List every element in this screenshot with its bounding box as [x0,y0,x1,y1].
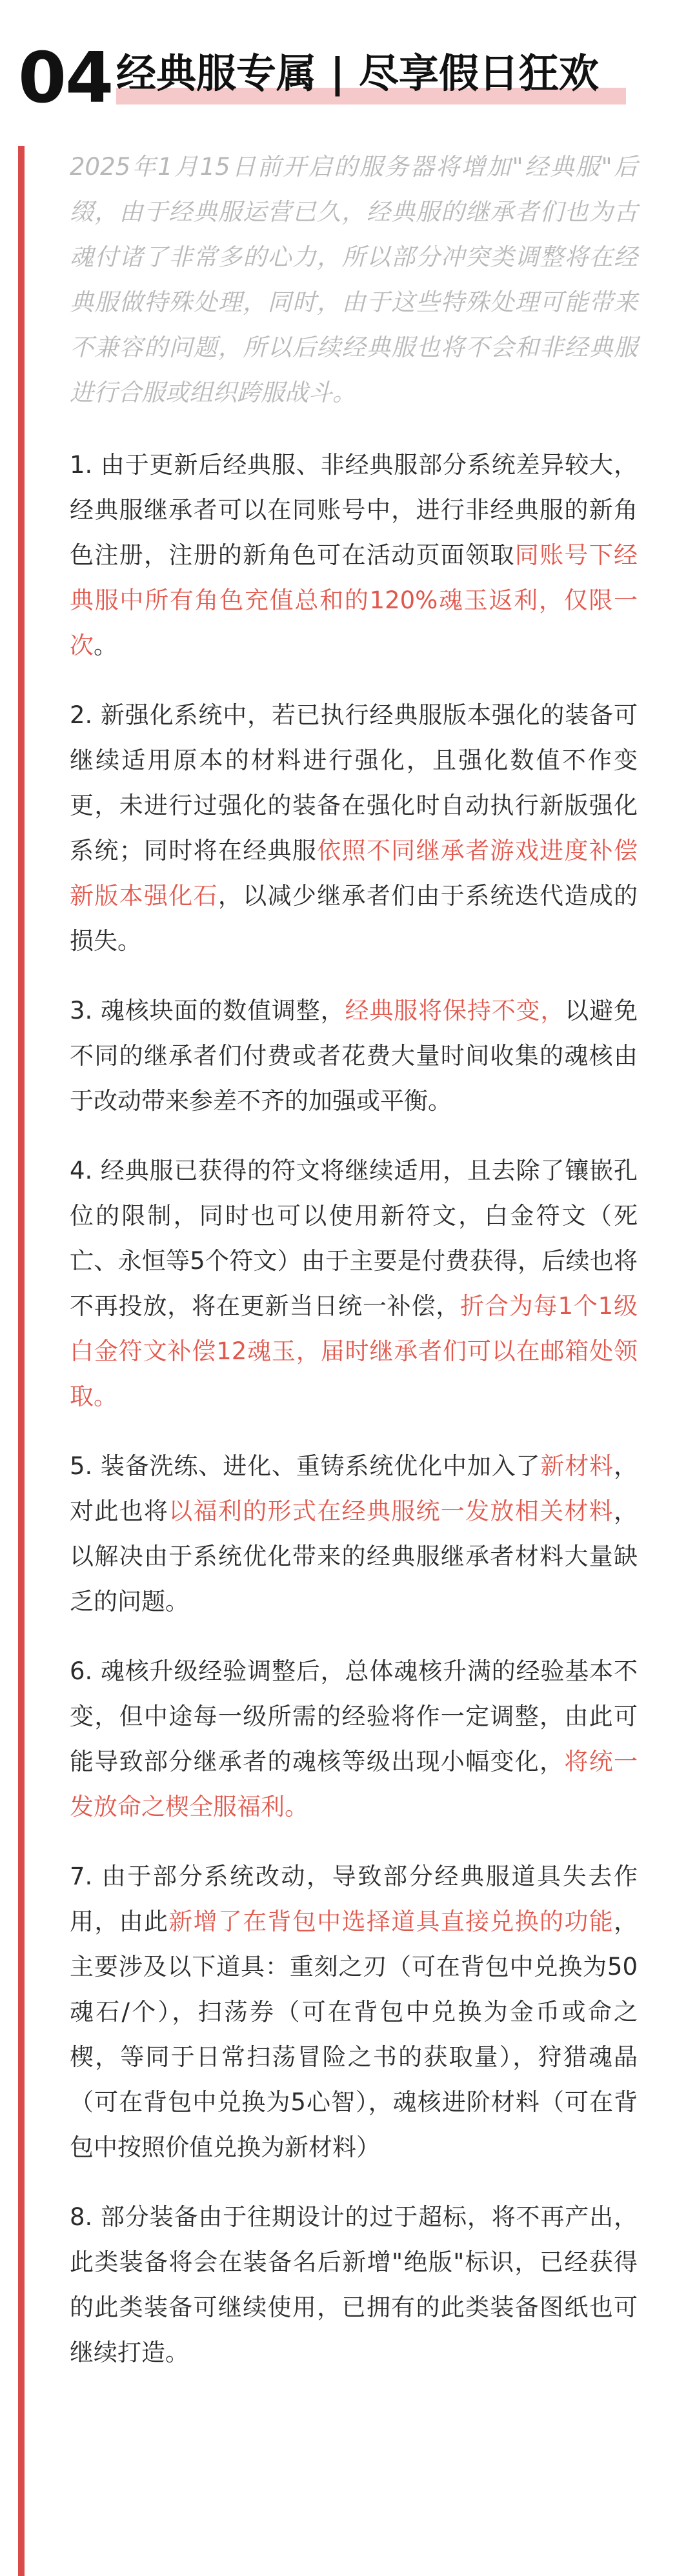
item-text: 4. 经典服已获得的符文将继续适用，且去除了镶嵌孔位的限制，同时也可以使用新符文，白金符文（死亡、永恒等5个符文）由于主要是付费获得，后续也将不再投放，将在更新当日统一补偿， [70,1157,638,1320]
item-text: 2. 新强化系统中，若已执行经典服版本强化的装备可继续适用原本的材料进行强化，且强化数值不作变更，未进行过强化的装备在强化时自动执行新版强化系统；同时将在经典服 [70,701,638,864]
item-highlight: 同账号下经典服中所有角色充值总和的120%魂玉返利，仅限一次 [70,541,638,659]
item-text-tail: ，以减少继承者们由于系统迭代造成的损失。 [70,882,638,955]
list-item-1 [70,443,638,668]
section-number: 04 [18,38,113,119]
article-body [70,145,638,2400]
list-item-7 [70,1854,638,2170]
item-highlight: 新增了在背包中选择道具直接兑换的功能 [168,1908,614,1935]
item-highlight: 将统一发放命之楔全服福利。 [70,1748,638,1821]
item-highlight: 新材料 [540,1452,614,1480]
item-text: 8. 部分装备由于往期设计的过于超标，将不再产出，此类装备将会在装备名后新增"绝版"标识，已经获得的此类装备可继续使用，已拥有的此类装备图纸也可继续打造。 [70,2203,638,2366]
item-highlight: 经典服将保持不变， [345,997,565,1024]
item-highlight: 依照不同继承者游戏进度补偿新版本强化石 [70,837,638,910]
item-text-mid: ，对此也将 [70,1452,638,1525]
item-text-tail: ，主要涉及以下道具：重刻之刃（可在背包中兑换为50魂石/个），扫荡券（可在背包中兑换为金币或命之楔，等同于日常扫荡冒险之书的获取量），狩猎魂晶（可在背包中兑换为5心智），魂核进阶材料（可在背包中按照价值兑换为新材料） [70,1908,638,2161]
list-item-5 [70,1444,638,1624]
list-item-2 [70,693,638,964]
item-text: 6. 魂核升级经验调整后，总体魂核升满的经验基本不变，但中途每一级所需的经验将作一定调整，由此可能导致部分继承者的魂核等级出现小幅变化， [70,1657,638,1775]
list-item-4 [70,1148,638,1419]
item-text: 3. 魂核块面的数值调整， [70,997,345,1024]
item-highlight: 折合为每1个1级白金符文补偿12魂玉，届时继承者们可以在邮箱处领取。 [70,1292,638,1410]
list-item-3 [70,988,638,1124]
item-text: 5. 装备洗练、进化、重铸系统优化中加入了 [70,1452,541,1480]
list-item-8 [70,2195,638,2375]
item-text: 7. 由于部分系统改动，导致部分经典服道具失去作用，由此 [70,1862,638,1935]
section-title: 经典服专属 | 尽享假日狂欢 [116,50,599,97]
item-text: 1. 由于更新后经典服、非经典服部分系统差异较大，经典服继承者可以在同账号中，进行非经典服的新角色注册，注册的新角色可在活动页面领取 [70,451,638,569]
item-highlight-2: 以福利的形式在经典服统一发放相关材料 [168,1497,614,1525]
intro-paragraph: 2025年1月15日前开启的服务器将增加"经典服"后缀，由于经典服运营已久，经典服的继承者们也为古魂付诸了非常多的心力，所以部分冲突类调整将在经典服做特殊处理，同时，由于这些特殊处理可能带来不兼容的问题，所以后续经典服也将不会和非经典服进行合服或组织跨服战斗。 [70,153,638,406]
item-text-tail: 以避免不同的继承者们付费或者花费大量时间收集的魂核由于改动带来参差不齐的加强或平衡。 [70,997,638,1115]
list-item-6 [70,1649,638,1830]
section-header [18,40,676,117]
item-text-tail: 。 [94,632,117,659]
left-accent-bar [18,146,25,2576]
item-text-tail: ，以解决由于系统优化带来的经典服继承者材料大量缺乏的问题。 [70,1497,638,1615]
section-title-wrap [116,46,671,117]
